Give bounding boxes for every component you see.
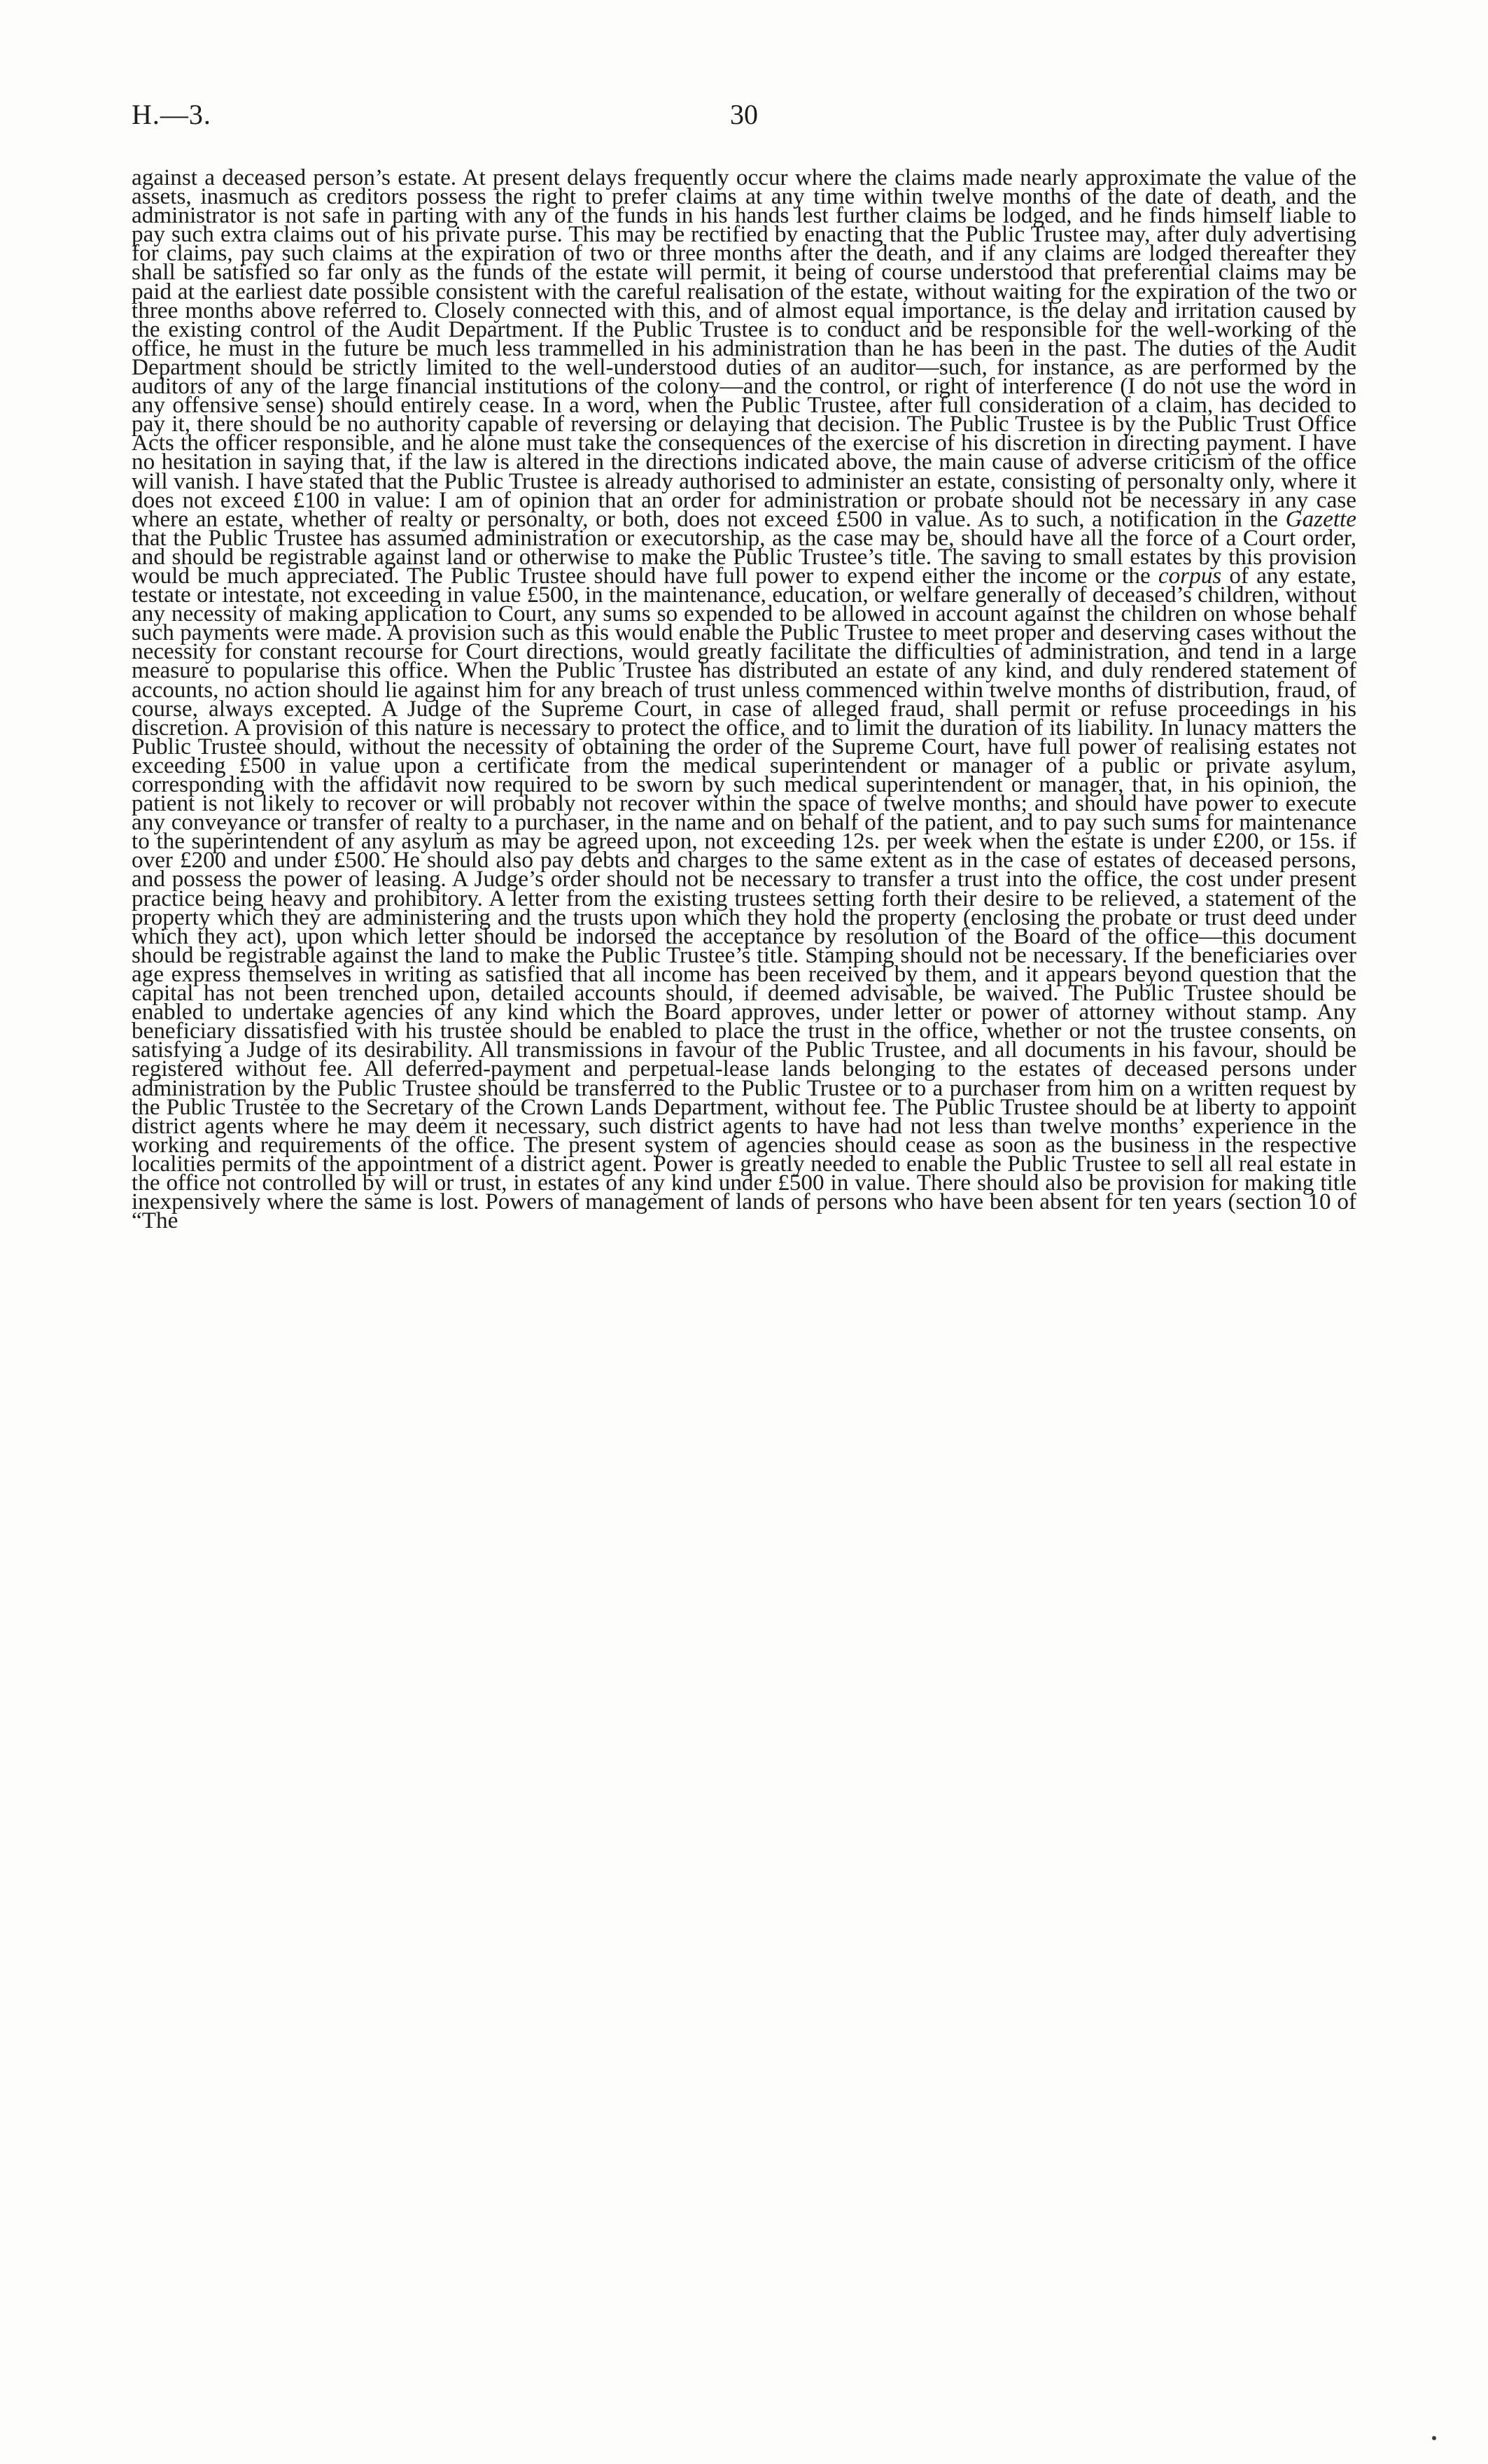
gazette-italic: Gazette xyxy=(1285,505,1356,532)
document-reference: H.—3. xyxy=(132,99,211,130)
page-header xyxy=(132,98,1356,140)
page-number: 30 xyxy=(730,99,758,130)
paragraph-text-part-3: of any estate, testate or intestate, not exceeding in value £500, in the maintenance, education, or welfare generally of deceased’s children, without any necessity of making application to Court, any sums so expended to be allowed in account against the children on whose behalf such payments were made. A provision such as this would enable the Public Trustee to meet proper and deserving cases without the necessity for constant recourse for Court directions, would greatly facilitate the difficulties of administration, and tend in a large measure to popularise this office. When the Public Trustee has distributed an estate of any kind, and duly rendered statement of accounts, no action should lie against him for any breach of trust unless commenced within twelve months of distribution, fraud, of course, always excepted. A Judge of the Supreme Court, in case of alleged fraud, shall permit or refuse proceedings in his discretion. A provision of this nature is necessary to protect the office, and to limit the duration of its liability. In lunacy matters the Public Trustee should, without the necessity of obtaining the order of the Supreme Court, have full power of realising estates not exceeding £500 in value upon a certificate from the medical superintendent or manager of a public or private asylum, corresponding with the affidavit now required to be sworn by such medical superintendent or manager, that, in his opinion, the patient is not likely to recover or will probably not recover within the space of twelve months; and should have power to execute any conveyance or transfer of realty to a purchaser, in the name and on behalf of the patient, and to pay such sums for maintenance to the superintendent of any asylum as may be agreed upon, not exceeding 12s. per week when the estate is under £200, or 15s. if over £200 and under £500. He should also pay debts and charges to the same extent as in the case of estates of deceased persons, and possess the power of leasing. A Judge’s order should not be necessary to transfer a trust into the office, the cost under present practice being heavy and prohibitory. A letter from the existing trustees setting forth their desire to be relieved, a statement of the property which they are administering and the trusts upon which they hold the property (enclosing the probate or trust deed under which they act), upon which letter should be indorsed the acceptance by resolution of the Board of the office—this document should be registrable against the land to make the Public Trustee’s title. Stamping should not be necessary. If the beneficiaries over age express themselves in writing as satisfied that all income has been received by them, and it appears beyond question that the capital has not been trenched upon, detailed accounts should, if deemed advisable, be waived. The Public Trustee should be enabled to undertake agencies of any kind which the Board approves, under letter or power of attorney without stamp. Any beneficiary dissatisfied with his trustee should be enabled to place the trust in the office, whether or not the trustee consents, on satisfying a Judge of its desirability. All transmissions in favour of the Public Trustee, and all documents in his favour, should be registered without fee. All deferred-payment and perpetual-lease lands belonging to the estates of deceased persons under administration by the Public Trustee should be transferred to the Public Trustee or to a purchaser from him on a written request by the Public Trustee to the Secretary of the Crown Lands Department, without fee. The Public Trustee should be at liberty to appoint district agents where he may deem it necessary, such district agents to have had not less than twelve months’ experience in the working and requirements of the office. The present system of agencies should cease as soon as the business in the respective localities permits of the appointment of a district agent. Power is greatly needed to enable the Public Trustee to sell all real estate in the office not controlled by will or trust, in estates of any kind under £500 in value. There should also be provision for making title inexpensively where the same is lost. Powers of management of lands of persons who have been absent for ten years (section 10 of “The xyxy=(132,562,1356,1234)
paragraph-text-part-1: against a deceased person’s estate. At present delays frequently occur where the claims made nearly approximate the value of the assets, inasmuch as creditors possess the right to prefer claims at any time within twelve months of the date of death, and the administrator is not safe in parting with any of the funds in his hands lest further claims be lodged, and he finds himself liable to pay such extra claims out of his private purse. This may be rectified by enacting that the Public Trustee may, after duly advertising for claims, pay such claims at the expiration of two or three months after the death, and if any claims are lodged thereafter they shall be satisfied so far only as the funds of the estate will permit, it being of course understood that preferential claims may be paid at the earliest date possible consistent with the careful realisation of the estate, without waiting for the expiration of the two or three months above referred to. Closely connected with this, and of almost equal importance, is the delay and irritation caused by the existing control of the Audit Department. If the Public Trustee is to conduct and be responsible for the well-working of the office, he must in the future be much less trammelled in his administration than he has been in the past. The duties of the Audit Department should be strictly limited to the well-understood duties of an auditor—such, for instance, as are performed by the auditors of any of the large financial institutions of the colony—and the control, or right of interference (I do not use the word in any offensive sense) should entirely cease. In a word, when the Public Trustee, after full consideration of a claim, has decided to pay it, there should be no authority capable of reversing or delaying that decision. The Public Trustee is by the Public Trust Office Acts the officer responsible, and he alone must take the consequences of the exercise of his discretion in directing payment. I have no hesitation in saying that, if the law is altered in the directions indicated above, the main cause of adverse criticism of the office will vanish. I have stated that the Public Trustee is already authorised to administer an estate, consisting of personalty only, where it does not exceed £100 in value: I am of opinion that an order for administration or probate should not be necessary in any case where an estate, whether of realty or personalty, or both, does not exceed £500 in value. As to such, a notification in the xyxy=(132,164,1356,532)
paragraph-text-part-2: that the Public Trustee has assumed administration or executorship, as the case may be, should have all the force of a Court order, and should be registrable against land or otherwise to make the Public Trustee’s title. The saving to small estates by this provision would be much appreciated. The Public Trustee should have full power to expend either the income or the xyxy=(132,524,1356,589)
corpus-italic: corpus xyxy=(1158,562,1222,589)
body-paragraph xyxy=(132,164,1356,1234)
stray-ink-mark xyxy=(1432,2436,1436,2440)
